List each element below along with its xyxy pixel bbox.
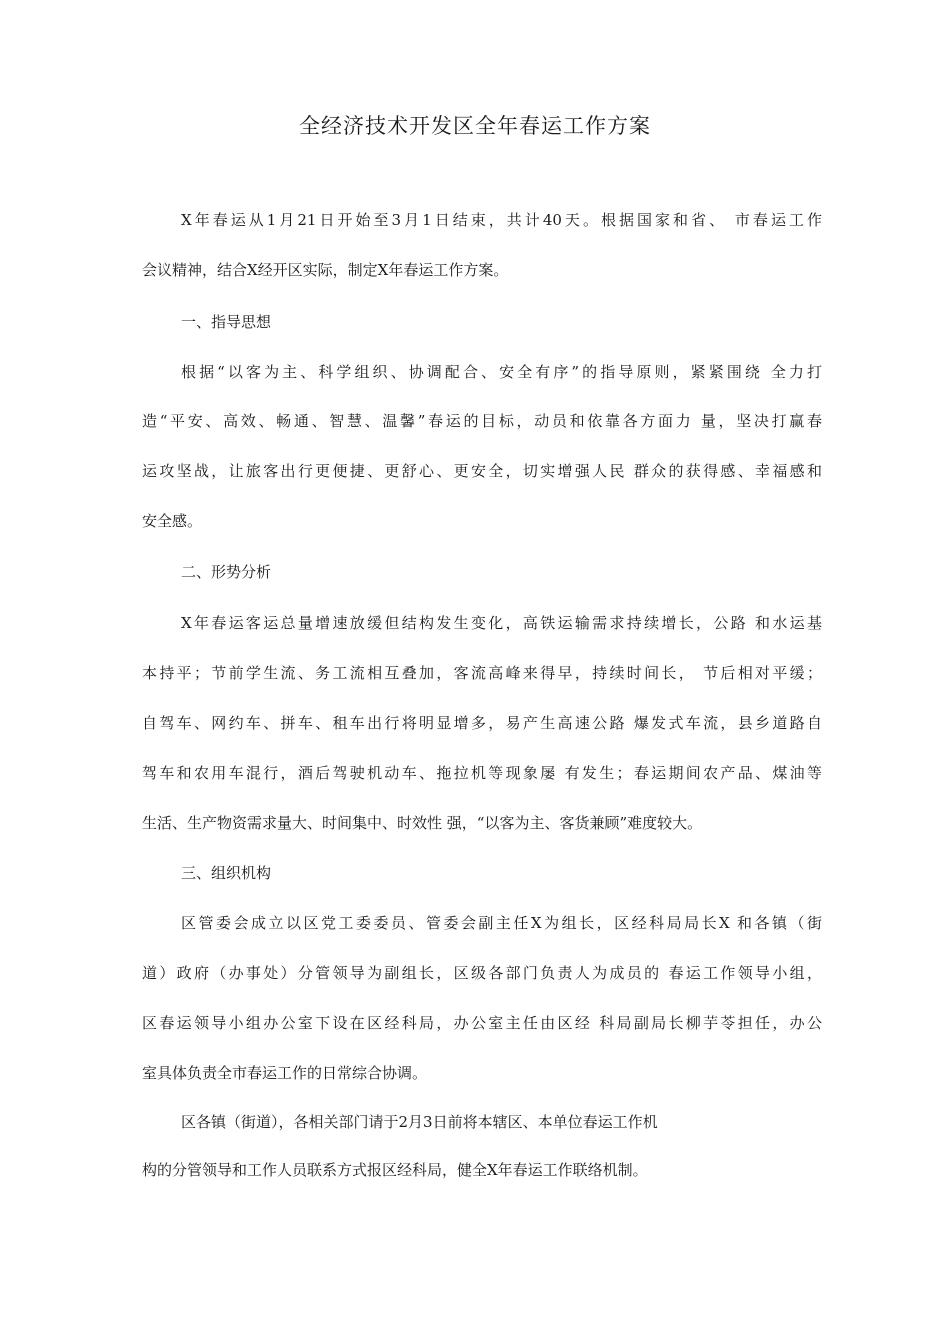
section3-line-4: 室具体负责全市春运工作的日常综合协调。 bbox=[142, 1064, 428, 1082]
section3-line-2: 道）政府（办事处）分管领导为副组长，区级各部门负责人为成员的 春运工作领导小组， bbox=[142, 964, 822, 982]
section1-line-2: 造“平安、高效、畅通、智慧、温馨”春运的目标，动员和依靠各方面力 量，坚决打赢春 bbox=[142, 412, 822, 430]
section2-line-4: 驾车和农用车混行，酒后驾驶机动车、拖拉机等现象屡 有发生；春运期间农产品、煤油等 bbox=[142, 764, 822, 782]
section2-line-3: 自驾车、网约车、拼车、租车出行将明显增多，易产生高速公路 爆发式车流，县乡道路自 bbox=[142, 714, 822, 732]
section-heading-guiding-ideology: 一、指导思想 bbox=[181, 313, 272, 331]
intro-line-2: 会议精神，结合X经开区实际，制定X年春运工作方案。 bbox=[142, 261, 509, 279]
section3-para2-line-2: 构的分管领导和工作人员联系方式报区经科局，健全X年春运工作联络机制。 bbox=[142, 1161, 648, 1179]
section3-line-1: 区管委会成立以区党工委委员、管委会副主任X为组长，区经科局局长X 和各镇（街 bbox=[181, 914, 822, 932]
section2-line-5: 生活、生产物资需求量大、时间集中、时效性 强，“以客为主、客货兼顾”难度较大。 bbox=[142, 814, 703, 832]
section2-line-1: X年春运客运总量增速放缓但结构发生变化，高铁运输需求持续增长，公路 和水运基 bbox=[181, 614, 822, 632]
intro-line-1: X年春运从1月21日开始至3月1日结束，共计40天。根据国家和省、 市春运工作 bbox=[181, 211, 822, 229]
section3-para2-line-1: 区各镇（街道），各相关部门请于2月3日前将本辖区、本单位春运工作机 bbox=[181, 1113, 658, 1131]
section1-line-4: 安全感。 bbox=[142, 512, 203, 530]
section-heading-situation-analysis: 二、形势分析 bbox=[181, 563, 272, 581]
section1-line-3: 运攻坚战，让旅客出行更便捷、更舒心、更安全，切实增强人民 群众的获得感、幸福感和 bbox=[142, 462, 822, 480]
section-heading-organization: 三、组织机构 bbox=[181, 864, 272, 882]
section3-line-3: 区春运领导小组办公室下设在区经科局，办公室主任由区经 科局副局长柳芋苓担任，办公 bbox=[142, 1014, 822, 1032]
section1-line-1: 根据“以客为主、科学组织、协调配合、安全有序”的指导原则，紧紧围绕 全力打 bbox=[181, 363, 822, 381]
section2-line-2: 本持平；节前学生流、务工流相互叠加，客流高峰来得早，持续时间长， 节后相对平缓； bbox=[142, 664, 822, 682]
document-title: 全经济技术开发区全年春运工作方案 bbox=[299, 114, 651, 138]
